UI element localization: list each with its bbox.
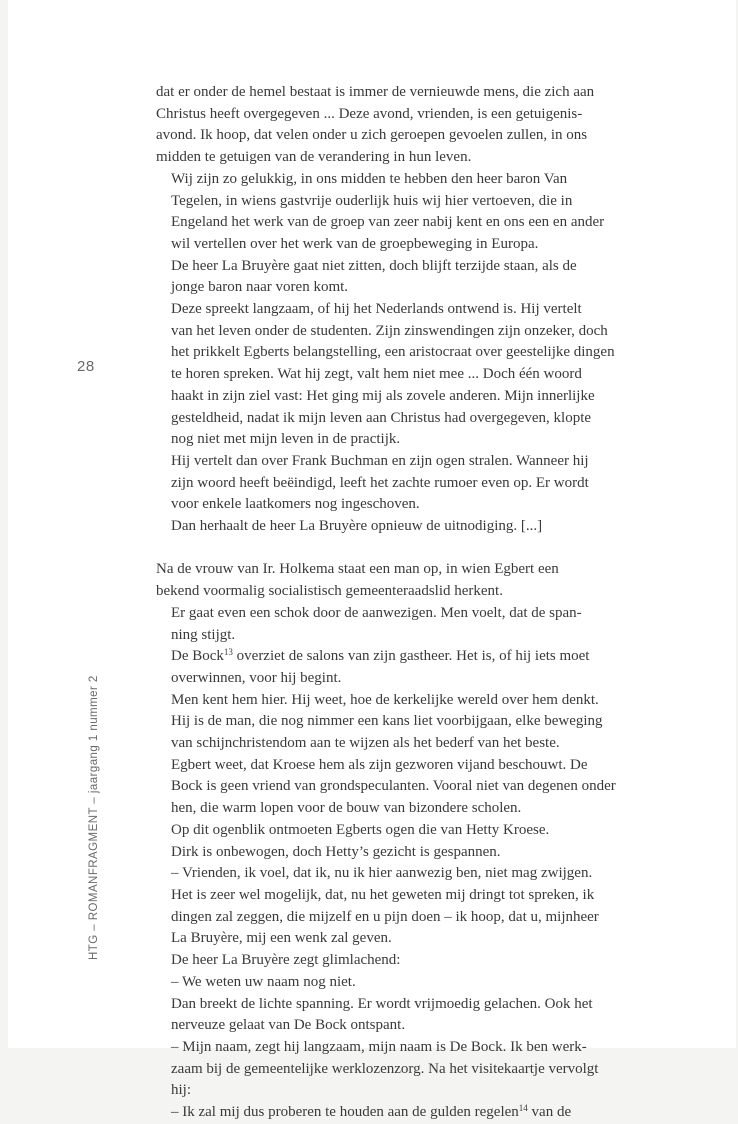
- paragraph-15: [156, 950, 656, 972]
- paragraph-7: [156, 559, 656, 602]
- running-head: HTG – ROMANFRAGMENT – jaargang 1 nummer 2: [88, 675, 100, 960]
- text-line: Wij zijn zo gelukkig, in ons midden te hebben den heer baron Van: [171, 170, 568, 187]
- text-line: dingen zal zeggen, die mijzelf en u pijn doen – ik hoop, dat u, mijnheer: [171, 908, 599, 925]
- text-line: De heer La Bruyère zegt glimlachend:: [171, 952, 401, 969]
- text-line: Dan herhaalt de heer La Bruyère opnieuw de uitnodiging. [...]: [171, 518, 543, 535]
- text-line: gesteldheid, nadat ik mijn leven aan Christus had overgegeven, klopte: [171, 409, 592, 426]
- text-line: Egbert weet, dat Kroese hem als zijn gezworen vijand beschouwt. De: [171, 756, 588, 773]
- text-line: voor enkele laatkomers nog ingeschoven.: [171, 496, 420, 513]
- text-body: [156, 82, 656, 1124]
- text-line: Deze spreekt langzaam, of hij het Nederlands ontwend is. Hij vertelt: [171, 301, 582, 318]
- text-line: – We weten uw naam nog niet.: [171, 973, 356, 990]
- text-line: [156, 646, 656, 668]
- text-fragment: van de: [527, 1104, 572, 1121]
- text-line: – Vrienden, ik voel, dat ik, nu ik hier aanwezig ben, niet mag zwijgen.: [171, 865, 593, 882]
- footnote-marker: 14: [518, 1103, 528, 1114]
- text-line: [156, 1102, 656, 1124]
- text-line: nog niet met mijn leven in de practijk.: [171, 431, 401, 448]
- text-line: te horen spreken. Wat hij zegt, valt hem niet mee ... Doch één woord: [171, 366, 582, 383]
- text-line: het prikkelt Egberts belangstelling, een aristocraat over geestelijke dingen: [171, 344, 615, 361]
- paragraph-3: [156, 256, 656, 299]
- text-line: midden te getuigen van de verandering in hun leven.: [156, 149, 472, 166]
- text-line: zaam bij de gemeentelijke werklozenzorg. Na het visitekaartje vervolgt: [171, 1060, 599, 1077]
- text-line: zijn woord heeft beëindigd, leeft het zachte rumoer even op. Er wordt: [171, 474, 589, 491]
- paragraph-8: [156, 603, 656, 646]
- text-line: Er gaat even een schok door de aanwezigen. Men voelt, dat de span-: [171, 604, 582, 621]
- paragraph-14: [156, 863, 656, 950]
- section-break: [156, 538, 656, 560]
- text-line: van het leven onder de studenten. Zijn zinswendingen zijn onzeker, doch: [171, 322, 608, 339]
- page-number: 28: [77, 358, 95, 375]
- text-line: ning stijgt.: [171, 626, 236, 643]
- paragraph-18: [156, 1037, 656, 1102]
- text-line: Hij is de man, die nog nimmer een kans liet voorbijgaan, elke beweging: [171, 713, 603, 730]
- text-line: Engeland het werk van de groep van zeer nabij kent en ons een en ander: [171, 214, 605, 231]
- paragraph-19: [156, 1102, 656, 1124]
- paragraph-10: [156, 690, 656, 755]
- text-line: De heer La Bruyère gaat niet zitten, doch blijft terzijde staan, als de: [171, 257, 577, 274]
- text-line: hij:: [171, 1082, 192, 1099]
- text-line: Na de vrouw van Ir. Holkema staat een man op, in wien Egbert een: [156, 561, 559, 578]
- text-line: – Mijn naam, zegt hij langzaam, mijn naam is De Bock. Ik ben werk-: [171, 1038, 587, 1055]
- text-fragment: – Ik zal mij dus proberen te houden aan de gulden regelen: [171, 1104, 519, 1121]
- text-line: overwinnen, voor hij begint.: [171, 669, 342, 686]
- text-line: bekend voormalig socialistisch gemeenteraadslid herkent.: [156, 583, 503, 600]
- text-line: Het is zeer wel mogelijk, dat, nu het geweten mij dringt tot spreken, ik: [171, 887, 595, 903]
- text-line: Op dit ogenblik ontmoeten Egberts ogen die van Hetty Kroese.: [171, 821, 550, 838]
- text-line: van schijnchristendom aan te wijzen als het bederf van het beste.: [171, 735, 560, 752]
- text-line: hen, die warm lopen voor de bouw van bizondere scholen.: [171, 800, 522, 817]
- paragraph-2: [156, 169, 656, 256]
- text-line: avond. Ik hoop, dat velen onder u zich geroepen gevoelen zullen, in ons: [156, 127, 588, 144]
- text-line: dat er onder de hemel bestaat is immer de vernieuwde mens, die zich aan: [156, 84, 595, 100]
- paragraph-9: [156, 646, 656, 689]
- paragraph-5: [156, 451, 656, 516]
- text-line: Dirk is onbewogen, doch Hetty’s gezicht is gespannen.: [171, 843, 501, 860]
- paragraph-16: [156, 972, 656, 994]
- text-line: Bock is geen vriend van grondspeculanten. Vooral niet van degenen onder: [171, 778, 616, 795]
- text-line: haakt in zijn ziel vast: Het ging mij als zovele anderen. Mijn innerlijke: [171, 387, 595, 404]
- text-line: Dan breekt de lichte spanning. Er wordt vrijmoedig gelachen. Ook het: [171, 995, 593, 1012]
- text-line: Christus heeft overgegeven ... Deze avond, vrienden, is een getuigenis-: [156, 105, 583, 122]
- paragraph-12: [156, 820, 656, 842]
- text-line: wil vertellen over het werk van de groepbeweging in Europa.: [171, 235, 539, 252]
- text-line: nerveuze gelaat van De Bock ontspant.: [171, 1017, 406, 1034]
- text-line: Men kent hem hier. Hij weet, hoe de kerkelijke wereld over hem denkt.: [171, 691, 599, 708]
- text-line: Tegelen, in wiens gastvrije ouderlijk huis wij hier vertoeven, die in: [171, 192, 573, 209]
- text-line: La Bruyère, mij een wenk zal geven.: [171, 930, 392, 947]
- paragraph-11: [156, 755, 656, 820]
- paragraph-17: [156, 994, 656, 1037]
- text-fragment: overziet de salons van zijn gastheer. Het is, of hij iets moet: [232, 648, 590, 665]
- text-line: jonge baron naar voren komt.: [171, 279, 349, 296]
- text-line: Hij vertelt dan over Frank Buchman en zijn ogen stralen. Wanneer hij: [171, 452, 589, 469]
- paragraph-1: [156, 82, 656, 169]
- text-fragment: De Bock: [171, 648, 224, 665]
- paragraph-4: [156, 299, 656, 451]
- paragraph-6: [156, 516, 656, 538]
- footnote-marker: 13: [223, 647, 233, 658]
- paragraph-13: [156, 842, 656, 864]
